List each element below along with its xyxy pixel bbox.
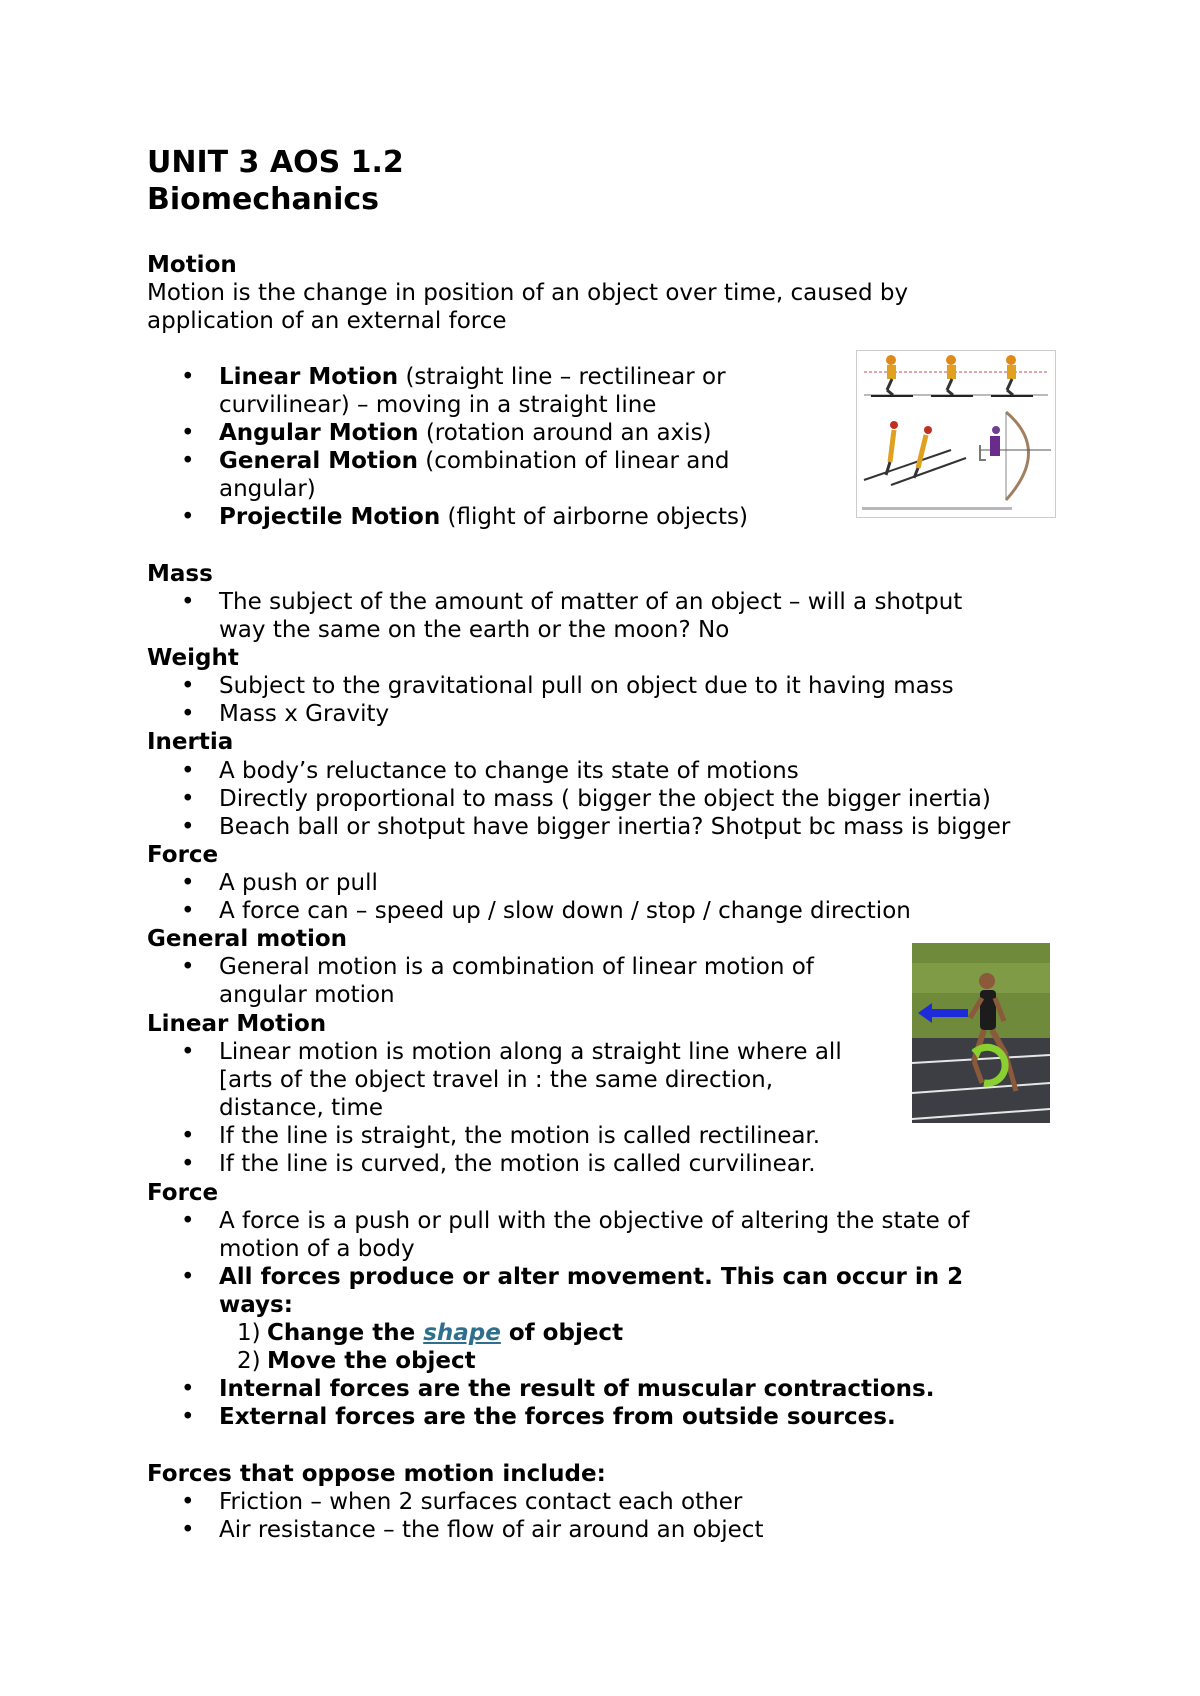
bullet: • xyxy=(181,814,195,840)
list-item: A body’s reluctance to change its state of motions xyxy=(219,758,799,784)
linear-motion-heading: Linear Motion xyxy=(147,1011,327,1037)
bullet: • xyxy=(181,1376,195,1402)
list-item: Directly proportional to mass ( bigger the object the bigger inertia) xyxy=(219,786,991,812)
list-item-cont: angular) xyxy=(219,476,316,502)
list-item-cont: angular motion xyxy=(219,982,395,1008)
list-item: Air resistance – the flow of air around an object xyxy=(219,1517,764,1543)
bullet: • xyxy=(181,1517,195,1543)
list-item: General motion is a combination of linear motion of xyxy=(219,954,814,980)
bullet: • xyxy=(181,954,195,980)
motion-types-figure xyxy=(856,350,1056,518)
list-item: A force is a push or pull with the objective of altering the state of xyxy=(219,1208,970,1234)
numbered-item: Move the object xyxy=(267,1348,476,1374)
list-item-cont: [arts of the object travel in : the same direction, xyxy=(219,1067,774,1093)
list-item: Subject to the gravitational pull on object due to it having mass xyxy=(219,673,954,699)
inertia-heading: Inertia xyxy=(147,729,234,755)
numbered-item: Change the shape of object xyxy=(267,1320,624,1346)
bullet: • xyxy=(181,448,195,474)
general-motion-heading: General motion xyxy=(147,926,348,952)
numbered-marker: 2) xyxy=(237,1348,261,1374)
list-item: General Motion (combination of linear and xyxy=(219,448,730,474)
bullet: • xyxy=(181,1489,195,1515)
bullet: • xyxy=(181,786,195,812)
shape-link[interactable]: shape xyxy=(423,1320,501,1346)
list-item-cont: way the same on the earth or the moon? No xyxy=(219,617,730,643)
bullet: • xyxy=(181,870,195,896)
list-item-cont: curvilinear) – moving in a straight line xyxy=(219,392,657,418)
list-item: The subject of the amount of matter of an object – will a shotput xyxy=(219,589,963,615)
bullet: • xyxy=(181,1039,195,1065)
numbered-marker: 1) xyxy=(237,1320,261,1346)
list-item: Angular Motion (rotation around an axis) xyxy=(219,420,712,446)
list-item: Mass x Gravity xyxy=(219,701,390,727)
bullet: • xyxy=(181,420,195,446)
motion-intro: Motion is the change in position of an object over time, caused by xyxy=(147,280,909,306)
bullet: • xyxy=(181,758,195,784)
list-item-cont: motion of a body xyxy=(219,1236,415,1262)
list-item: Friction – when 2 surfaces contact each other xyxy=(219,1489,743,1515)
list-item: External forces are the forces from outside sources. xyxy=(219,1404,896,1430)
bullet: • xyxy=(181,1208,195,1234)
list-item-cont: ways: xyxy=(219,1292,293,1318)
bullet: • xyxy=(181,701,195,727)
weight-heading: Weight xyxy=(147,645,239,671)
list-item: A force can – speed up / slow down / stop / change direction xyxy=(219,898,911,924)
bullet: • xyxy=(181,1264,195,1290)
force-heading: Force xyxy=(147,842,219,868)
force-detail-heading: Force xyxy=(147,1180,219,1206)
title-subject: Biomechanics xyxy=(147,182,380,217)
bullet: • xyxy=(181,1151,195,1177)
bullet: • xyxy=(181,1404,195,1430)
bullet: • xyxy=(181,589,195,615)
motion-heading: Motion xyxy=(147,252,237,278)
list-item: If the line is straight, the motion is called rectilinear. xyxy=(219,1123,821,1149)
bullet: • xyxy=(181,673,195,699)
list-item: Projectile Motion (flight of airborne objects) xyxy=(219,504,748,530)
list-item-cont: distance, time xyxy=(219,1095,384,1121)
runner-photo xyxy=(912,943,1050,1123)
list-item: Linear motion is motion along a straight line where all xyxy=(219,1039,842,1065)
mass-heading: Mass xyxy=(147,561,213,587)
list-item: Linear Motion (straight line – rectilinear or xyxy=(219,364,726,390)
list-item: A push or pull xyxy=(219,870,378,896)
motion-intro-cont: application of an external force xyxy=(147,308,507,334)
list-item: Beach ball or shotput have bigger inertia? Shotput bc mass is bigger xyxy=(219,814,1011,840)
document-title xyxy=(147,144,404,218)
bullet: • xyxy=(181,504,195,530)
bullet: • xyxy=(181,364,195,390)
figure-caption-mark xyxy=(862,507,1012,510)
list-item: All forces produce or alter movement. This can occur in 2 xyxy=(219,1264,964,1290)
list-item: If the line is curved, the motion is called curvilinear. xyxy=(219,1151,816,1177)
title-unit: UNIT 3 AOS 1.2 xyxy=(147,145,404,180)
list-item: Internal forces are the result of muscular contractions. xyxy=(219,1376,935,1402)
oppose-heading: Forces that oppose motion include: xyxy=(147,1461,606,1487)
bullet: • xyxy=(181,898,195,924)
bullet: • xyxy=(181,1123,195,1149)
